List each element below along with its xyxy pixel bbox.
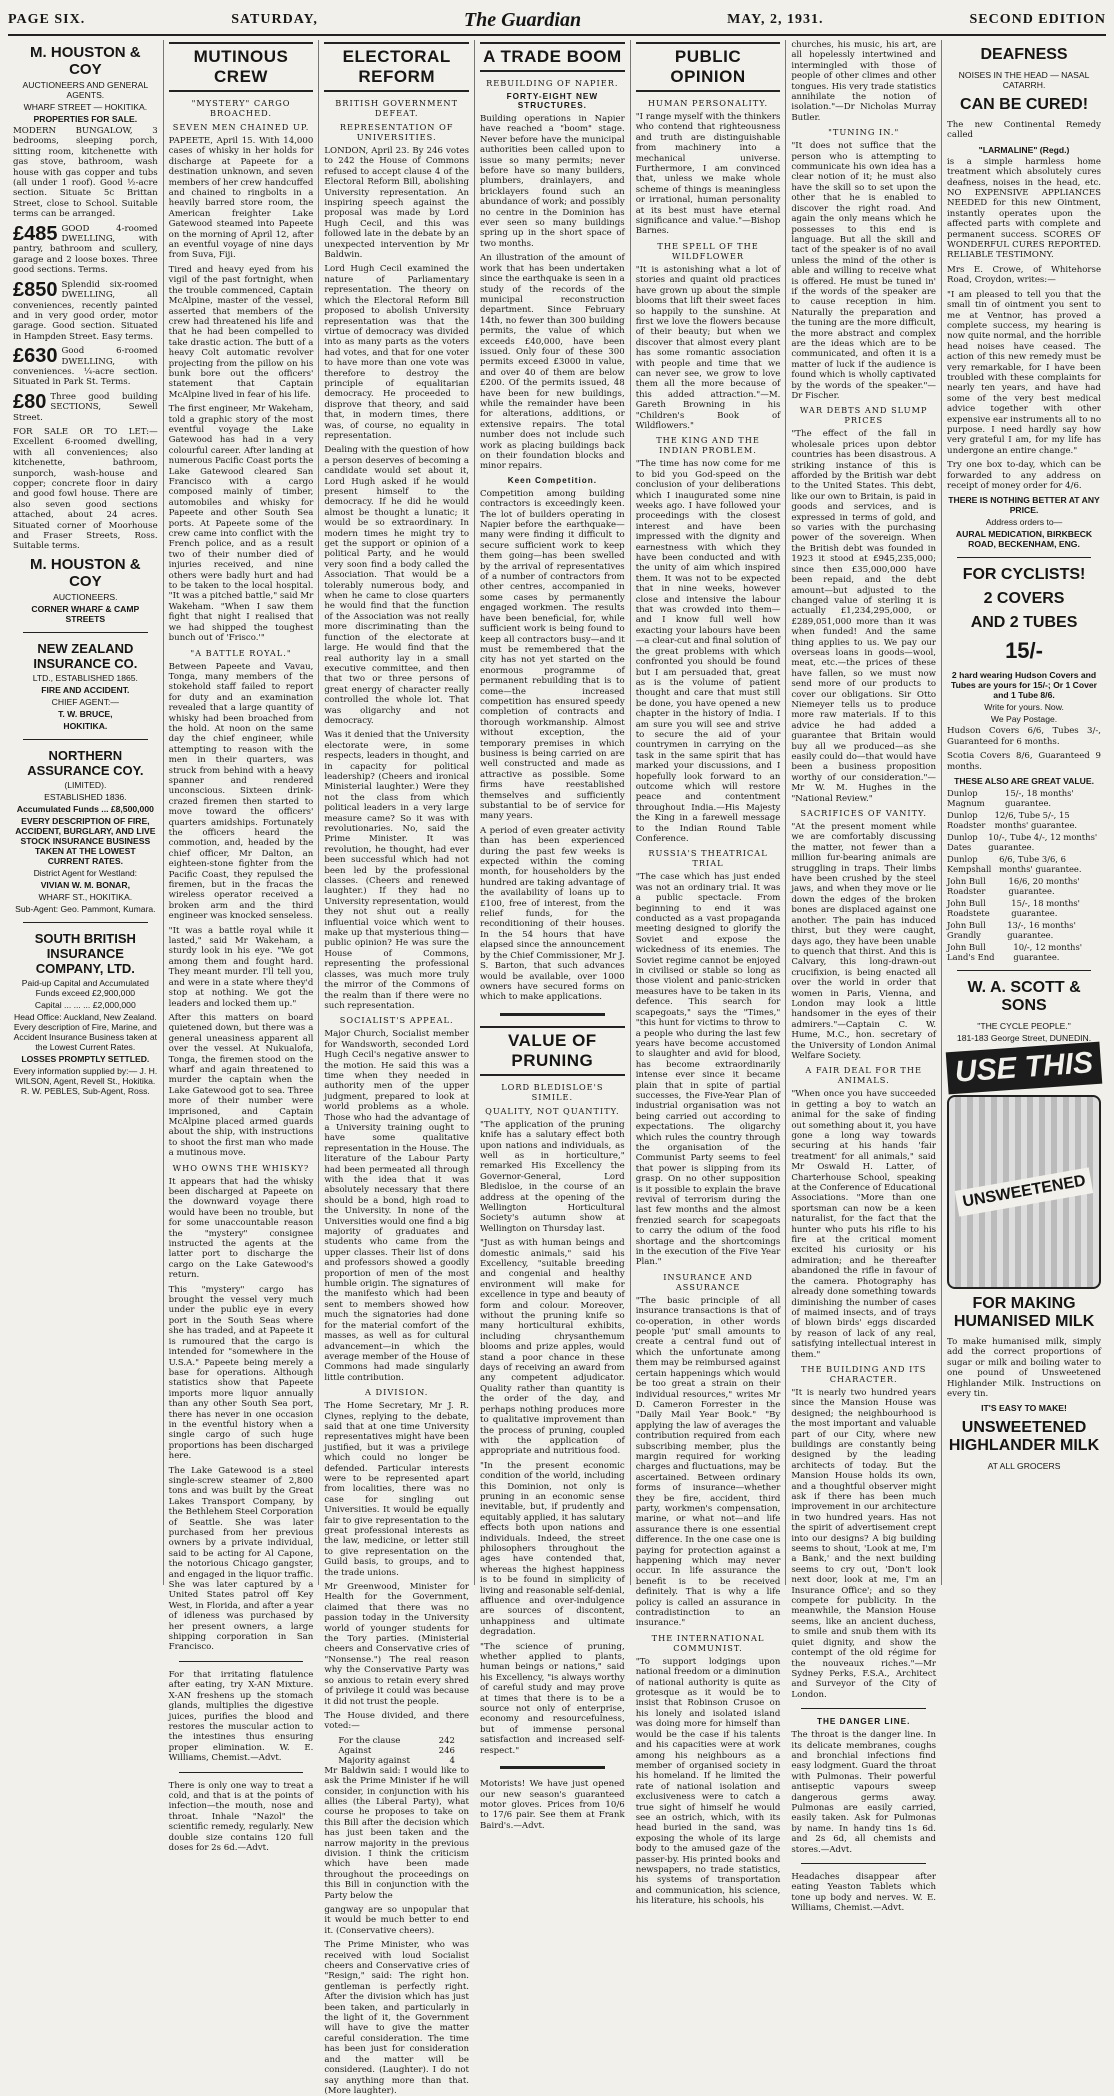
list-item [947, 898, 1101, 918]
article-subhead: SOCIALIST'S APPEAL. [339, 1015, 454, 1026]
columns [8, 40, 1106, 2096]
column-1-ads [8, 40, 164, 1585]
divider [500, 1766, 605, 1769]
milk-tin-label: UNSWEETENED [955, 1167, 1094, 1216]
property-listing [13, 224, 158, 276]
nzi-ad-title: NEW ZEALAND INSURANCE CO. [33, 640, 138, 671]
tyre-price: 6/6, Tube 3/6, 6 months' guarantee. [999, 854, 1082, 875]
article-paragraph: "When once you have succeeded in getting a boy to watch an animal for the sake of finding out something about it, you have gone a long way towards securing at his hands 'fair treatment' for all animals," said Mr Oswald H. Latter, of Charterhouse School, speaking at the Conference of Educational Associations. "More than one sportsman can now be a keen naturalist, for the fact that the hunter who puts his rifle to his fire at the critical moment excited his curiosity or his admiration; and he thereafter abandoned the rifle in favour of the camera. Photography has already done something towards diminishing the number of cases of maimed insects, and of trays of blown birds' eggs discarded by reason of lack of any real, satisfying intellectual interest in them." [791, 1089, 937, 1360]
property-price: £850 [13, 278, 58, 301]
property-listing [13, 280, 158, 342]
tyre-name: John Bull Land's End [947, 942, 995, 963]
article-paragraph: "The application of the pruning knife has a salutary effect both upon nations and individuals, as well as in horticulture," remarked His Excellency the Governor-General, Lord Bledisloe, in the course of an address at the opening of the Wellington Horticultural Society's autumn show at Wellington on Thursday last. [480, 1119, 625, 1234]
cyclists-ad-title: FOR CYCLISTS! [962, 566, 1086, 584]
property-text: GOOD 4-roomed DWELLING, with pantry, bathroom and scullery, garage and 2 loose boxes. Three good sections. Terms. [13, 223, 158, 276]
cyclists-ad-line: We Pay Postage. [990, 714, 1058, 725]
masthead [8, 6, 1106, 36]
tyre-price: 13/-, 16 months' guarantee. [1007, 920, 1076, 941]
northern-ad-line: WHARF ST., HOKITIKA. [38, 891, 133, 902]
south-british-ad-line: Paid-up Capital and Accumulated Funds exceed £2,900,000 [21, 977, 149, 998]
article-headline: A TRADE BOOM [480, 42, 625, 72]
northern-ad-line: VIVIAN W. M. BONAR, [40, 879, 130, 890]
scott-ad-line: 181-183 George Street, DUNEDIN. [956, 1033, 1092, 1044]
houston-ad-line: WHARF STREET — HOKITIKA. [23, 102, 148, 112]
advertisement-text: Motorists! We have just opened our new season's guaranteed motor gloves. Prices from 10/6 to 17/6 pair. See them at Frank Baird's.—Advt. [480, 1779, 625, 1831]
cyclists-ad-line: THESE ALSO ARE GREAT VALUE. [954, 776, 1094, 787]
nzi-ad-line: CHIEF AGENT:— [51, 696, 119, 707]
nzi-ad-line: FIRE AND ACCIDENT. [41, 684, 130, 695]
vote-value: 242 [438, 1735, 456, 1746]
article-subhead: "TUNING IN." [828, 127, 900, 138]
northern-ad-line: Accumulated Funds ... £8,500,000 [16, 803, 154, 814]
cyclists-ad-text: Hudson Covers 6/6, Tubes 3/-, Guaranteed for 6 months. [947, 726, 1102, 747]
advertisement-text: For that irritating flatulence after eating, try X-AN Mixture. X-AN freshens up the stomach glands, multiplies the digestive juices, purifies the blood and restores the muscular action to the intestines thus ensuring proper elimination. W. E. Williams, Chemist.—Advt. [168, 1669, 314, 1764]
article-paragraph: A period of even greater activity than has been experienced during the past few weeks is expected within the coming month, for householders by the hundred are taking advantage of the availability of loans up to £100, free of interest, from the relief funds, for the reconditioning of their houses. In the 54 hours that have elapsed since the announcement by the Chief Commissioner, Mr J. S. Barton, that such advances would be available, over 1000 owners have secured forms on which to make applications. [480, 825, 625, 1003]
nzi-ad-line: T. W. BRUCE, [58, 708, 113, 719]
tyre-name: John Bull Grandly [947, 920, 986, 941]
vote-row [324, 1756, 469, 1766]
column-7-ads [942, 40, 1106, 1585]
deafness-ad-line: AURAL MEDICATION, BIRKBECK ROAD, BECKENHAM, ENG. [955, 529, 1093, 550]
article-paragraph: Competition among building contractors is exceedingly keen. The lot of builders operating in Napier before the earthquake—many were finding it difficult to secure sufficient work to keep them going—has been swelled by the arrival of representatives of a number of contractors from other centres, accompanied in some cases by permanently engaged workmen. The results have been beneficial, for, while sufficient work is being found to keep all contractors busy—and it must be remembered that the city has not yet started on the enormous programme of permanent rebuilding that is to come—the increased competition has ensured speedy completion of contracts and thorough workmanship. Almost without exception, the temporary premises in which business is being carried on are well constructed and made as attractive as possible. Some firms have reestablished themselves and sufficiently substantial to be of service for many years. [480, 488, 625, 822]
northern-ad-line: Sub-Agent: Geo. Pammont, Kumara. [15, 903, 156, 914]
article-paragraph: Dealing with the question of how a person deserves of becoming a candidate would set about it, Lord Hugh asked if he would present himself to the democracy. If he did he would almost be thought a lunatic; it would be so extraordinary. In modern times he might try to get the support or opinion of a political Party, and he would very soon find a body called the Association. That would be a tolerably numerous body, and when he came to close quarters he would find that the function of the Association was not really more discriminating than the function of the electorate at large. He would find that the real authority lay in a small executive committee, and then that two or three persons of great energy of character really controlled the whole lot. That was oligarchy and not democracy. [324, 445, 470, 726]
south-british-ad-line: Every information supplied by:— J. H. WILSON, Agent, Revell St., Hokitika. R. W. PEBLES, Sub-Agent, Ross. [13, 1065, 158, 1096]
vote-label: Against [338, 1745, 372, 1756]
column-4-article [475, 40, 631, 1831]
column-5-article [631, 40, 787, 1907]
advertisement-text: Headaches disappear after eating Yeaston Tablets which tone up body and nerves. W. E. Williams, Chemist.—Advt. [791, 1872, 937, 1914]
property-text: Good 6-roomed DWELLING, with conveniences. ¼-acre section. Situated in Park St. Terms. [13, 346, 158, 388]
property-price: £630 [13, 345, 58, 368]
northern-ad-line: ESTABLISHED 1836. [44, 791, 127, 802]
divider [957, 557, 1091, 558]
article-subhead: INSURANCE AND ASSURANCE [663, 1271, 753, 1292]
list-item [947, 920, 1101, 940]
milk-ad-line: IT'S EASY TO MAKE! [981, 1403, 1067, 1414]
list-item [947, 876, 1101, 896]
article-paragraph: This "mystery" cargo has brought the vessel very much under the public eye in every port in the South Seas where she has traded, and at Papeete it is rumoured that the cargo is intended for "somewhere in the U.S.A." Papeete being merely a base for operations. Although statistics show that Papeete imports more liquor annually than any other South Sea port, there has never in one occasion in the eventful history when a single cargo of such huge proportions has been discharged here. [168, 1284, 314, 1462]
article-paragraph: An illustration of the amount of work that has been undertaken since the earthquake is seen in a study of the records of the municipal reconstruction department. Since February 14th, no fewer than 300 building permits, the value of which exceeds £40,000, have been issued. Only four of these 300 permits exceed £3000 in value, and over 40 of them are below £200. Of the permits issued, 48 have been for new buildings, while the remainder have been for alterations, additions, or extensive repairs. The total number does not include such work as placing buildings back on their foundation blocks and minor repairs. [480, 253, 625, 472]
article-subhead: "A BATTLE ROYAL." [190, 647, 292, 658]
divider [23, 632, 148, 633]
property-price: £80 [13, 390, 47, 413]
list-item [947, 810, 1101, 830]
tyre-price: 15/-, 18 months' guarantee. [1011, 898, 1080, 919]
property-listing: FOR SALE OR TO LET:—Excellent 6-roomed dwelling, with all conveniences; also kitchenette, bathroom, sunporch, wash-house and copper; concrete floor in dairy and good fowl house. There are also seven good sections attached, about 24 acres. Situated corner of Moorhouse and Fraser Streets, Ross. Suitable terms. [13, 426, 158, 552]
article-headline: MUTINOUS CREW [169, 42, 314, 92]
article-paragraph: "It does not suffice that the person who is attempting to communicate his own idea has a clear notion of it; he must also have the skill so to set upon the other that he is enabled to discover the right road. And again the only means which he possesses to this end is language. But all the skill and tact of the speaker is of no avail unless the mind of the other is able and willing to receive what is offered. He must be tuned in' if the words of the speaker are to cause reception in him. Naturally the preparation and the tuning are the more difficult, the more abstract and complex are the ideas which are to be communicated, and often it is a matter of luck if the audience is found which is wholly captivated by the words of the speaker."—Dr Fischer. [791, 141, 937, 401]
nzi-ad-line: HOKITIKA. [63, 720, 108, 731]
deafness-ad-line: NOISES IN THE HEAD — NASAL CATARRH. [958, 70, 1090, 90]
advertisement-text: The throat is the danger line. In its delicate membranes, coughs and bronchial infections find easy lodgment. Guard the throat with Pulmonas. Their powerful antiseptic vapours sweep dangerous germs away. Pulmonas are easily carried, easily taken. Ask for Pulmonas by name. In handy tins 1s 6d. and 2s 6d, all chemists and stores.—Advt. [791, 1730, 937, 1855]
divider [23, 739, 148, 740]
list-item [947, 942, 1101, 962]
deafness-ad-text: is a simple harmless home treatment which absolutely cures deafness, noises in the head, etc. NO EXPENSIVE APPLIANCES NEEDED for this new Ointment, instantly operates upon the affected parts with complete and permanent success. SCORES OF WONDERFUL CURES REPORTED. RELIABLE TESTIMONY. [947, 156, 1102, 261]
column-6-article [786, 40, 942, 1914]
article-subhead: BRITISH GOVERNMENT DEFEAT. [335, 98, 459, 118]
vote-label: For the clause [338, 1735, 401, 1746]
houston-ad-title: M. HOUSTON & COY [30, 44, 141, 78]
deafness-ad-text: Try one box to-day, which can be forwarded to any address on receipt of money order for 4/6. [947, 460, 1102, 491]
deafness-ad-text: "I am pleased to tell you that the small tin of ointment you sent to me at Ventnor, has proved a complete success, my hearing is now quite normal, and the horrible head noises have ceased. The action of this new remedy must be very remarkable, for I have been troubled with these complaints for nearly ten years, and have had some of the very best medical advice together with other expensive ear instruments all to no purpose. I need hardly say how very grateful I am, for my life has undergone an entire change." [947, 289, 1102, 456]
article-paragraph: "The basic principle of all insurance transactions is that of co-operation, in other words people 'put' small amounts to create a central fund out of which the unfortunate among them may be reimbursed against certain happenings which would be too great a strain on their individual resources," writes Mr D. Cameron Forrester in the "Daily Mail Year Book." "By applying the law of averages the contribution required from each subscribing member, plus the margin required for working charges and fluctuations, may be ascertained. Between ordinary forms of insurance—whether they be fire, accident, third party, workmen's compensation, marine, or what not—and life assurance there is one essential difference. In the one case one is paying for protection against a happening which may never occur. In life assurance the benefit is to be received definitely. That is why a life policy is called an assurance in contradistinction to an insurance." [635, 1295, 781, 1629]
northern-ad-line: EVERY DESCRIPTION OF FIRE, ACCIDENT, BURGLARY, AND LIVE STOCK INSURANCE BUSINESS TAKEN AT THE LOWEST CURRENT RATES. [15, 815, 156, 866]
article-subhead: WHO OWNS THE WHISKY? [172, 1162, 310, 1173]
article-subhead: THE BUILDING AND ITS CHARACTER. [800, 1363, 927, 1384]
tyre-name: Dunlop Magnum [947, 788, 985, 809]
divider [23, 922, 148, 923]
milk-ad-banner: USE THIS [946, 1042, 1103, 1095]
milk-ad-text: To make humanised milk, simply add the correct proportions of sugar or milk and boiling water to one pound of Unsweetened Highlander Milk. Instructions on every tin. [947, 1337, 1102, 1400]
article-subhead: THE INTERNATIONAL COMMUNIST. [651, 1632, 765, 1653]
tyre-price: 10/-, 12 months' guarantee. [1013, 942, 1083, 963]
tyre-list [947, 788, 1101, 962]
article-subhead: SACRIFICES OF VANITY. [800, 808, 928, 819]
article-headline: VALUE OF PRUNING [480, 1026, 625, 1076]
milk-ad-brand: UNSWEETENED HIGHLANDER MILK [948, 1419, 1100, 1455]
vote-label: Majority against [338, 1755, 410, 1766]
list-item [947, 788, 1101, 808]
article-subhead: REBUILDING OF NAPIER. [486, 78, 619, 88]
article-paragraph: "At the present moment while we are comfortably discussing the matter, not fewer than a million fur-bearing animals are struggling in traps. Their limbs have been crushed by the steel jaws, and when they move or lie down the edges of the broken bones are displaced against one another. The pain has induced thirst, but they were caught, days ago, they have been unable to quench that thirst. And this is Calvary, this long-drawn-out crucifixion, is being enacted all over the world in order that women in Paris, Vienna, and London may look a little handsomer in the eyes of their admirers."—Captain C. W. Hume, M.C., hon. secretary of the University of London Animal Welfare Society. [791, 822, 937, 1061]
houston-ad-line: AUCTIONEERS. [53, 591, 118, 602]
tyre-name: John Bull Roadster [947, 876, 986, 897]
article-paragraph: "It is astonishing what a lot of stories and quaint old practices have grown up about the simple blooms that lift their sweet faces so happily to the sunshine. At first we love the flowers because of their beauty; but when we discover that almost every plant has some romantic association with people and time that we can never see, we grow to love them all the more because of this added attraction."—M. Gareth Browning in his "Children's Book of Wildflowers." [635, 264, 781, 431]
tyre-price: 10/-, Tube 4/-, 12 months' guarantee. [988, 832, 1098, 853]
cyclists-ad-price: 15/- [1005, 638, 1043, 664]
article-subhead: THE KING AND THE INDIAN PROBLEM. [656, 435, 760, 456]
deafness-ad-title: CAN BE CURED! [960, 96, 1089, 113]
tyre-name: Dunlop Dates [947, 832, 978, 853]
article-subhead: LORD BLEDISLOE'S SIMILE. [501, 1081, 604, 1102]
article-paragraph: The House divided, and there voted:— [324, 1710, 470, 1732]
divider [179, 1661, 304, 1662]
article-paragraph: Mr Greenwood, Minister for Health for the Government, claimed that there was no passion today in the University world of younger students for the Tory parties. (Ministerial cheers and Conservative cries of "Nonsense.") The real reason why the Conservative Party was so anxious to retain every shred of privilege it could was because it did not trust the people. [324, 1582, 470, 1707]
article-paragraph: After this matters on board quietened down, but there was a general uneasiness apparent all over the vessel. At Nukualofa, Tonga, the firemen stood on the wharf and again threatened to murder the captain when the Lake Gatewood got to sea. Three more of their number were imprisoned, and Captain McAlpine placed armed guards about the ship, with instructions to shoot the first man who made a mutinous move. [168, 1012, 314, 1159]
article-subhead: A DIVISION. [365, 1387, 429, 1398]
property-text: Splendid six-roomed DWELLING, all conveniences, recently painted and in very good order, motor garage. Good section. Situated in Hampden Street. Easy terms. [13, 279, 158, 342]
south-british-ad-line: LOSSES PROMPTLY SETTLED. [21, 1053, 150, 1064]
divider [500, 1013, 605, 1016]
cyclists-ad-line: AND 2 TUBES [970, 614, 1078, 632]
milk-ad-title: FOR MAKING HUMANISED MILK [953, 1295, 1095, 1331]
deafness-ad-line: Address orders to— [985, 517, 1063, 528]
article-subhead: REPRESENTATION OF UNIVERSITIES. [339, 122, 454, 142]
article-paragraph: LONDON, April 23. By 246 votes to 242 the House of Commons refused to accept clause 4 of the Electoral Reform Bill, abolishing University representation. An inspiring speech against the proposal was made by Lord Hugh Cecil, and this was followed late in the debate by an unexpected intervention by Mr Baldwin. [324, 146, 470, 261]
article-paragraph: "It was a battle royal while it lasted," said Mr Wakeham, a sturdy look in his eye. "We got among them and fought hard. They meant murder. I'll tell you, and were in a state where they'd stop at nothing. We got the leaders and locked them up." [168, 925, 314, 1009]
article-subhead: THE DANGER LINE. [817, 1717, 911, 1727]
houston-ad-title: M. HOUSTON & COY [30, 555, 141, 590]
property-listing: MODERN BUNGALOW, 3 bedrooms, sleeping porch, sitting room, kitchenette with gas stove, bathroom, wash house with gas copper and tubs (all under 1 roof). Good ½-acre section. Situate 5c Brittan Street, close to School. Suitable terms can be arranged. [13, 126, 158, 220]
scott-ad-line: "THE CYCLE PEOPLE." [977, 1021, 1071, 1032]
list-item [947, 854, 1101, 874]
tyre-price: 16/6, 20 months' guarantee. [1008, 876, 1080, 897]
northern-ad-title: NORTHERN ASSURANCE COY. [27, 747, 144, 778]
houston-ad-line: CORNER WHARF & CAMP STREETS [31, 603, 140, 624]
list-item [947, 832, 1101, 852]
article-paragraph: "The effect of the fall in wholesale prices upon debtor countries has been disastrous. A striking instance of this is afforded by the British war debt to the United States. This debt, like our own to Britain, is paid in goods and services, and is expressed in terms of gold, and so varies with the purchasing power of the sovereign. When the British debt was founded in 1923 it stood at £945,235,000; since then £35,000,000 have been repaid, and the debt amount—but adjusted to the changed value of sterling it is actually £1,234,295,000, or £289,051,000 more than it was when funded! And the same thing applies to us. We pay our overseas loans in goods—wool, meat, etc.—the prices of these have fallen, so we must now send more of our products to cover our obligations. Sir Otto Niemeyer tells us to produce more raw materials. If to this advice he had added a guarantee that Britain would buy all we produced—as she easily could do—that would have been a business proposition worthy of our consideration."—Mr W. M. Hughes in the "National Review." [791, 429, 937, 804]
article-headline: PUBLIC OPINION [636, 42, 781, 92]
cyclists-ad-line: Write for yours. Now. [984, 702, 1064, 713]
article-subhead: WAR DEBTS AND SLUMP PRICES [799, 405, 928, 426]
article-paragraph: The Lake Gatewood is a steel single-screw steamer of 2,800 tons and was built by the Great Lakes Transport Company, by the Bethlehem Steel Corporation of Seattle. She was later purchased from her previous owners by a private individual, said to be acting for Al Capone, the notorious Chicago gangster, and engaged in the liquor traffic. She was later captured by a United States patrol off Key West, in Florida, and after a year of idleness was purchased by her present owners, a large shipping corporation in San Francisco. [168, 1465, 314, 1653]
cyclists-ad-line: 2 COVERS [983, 590, 1065, 608]
milk-ad-line: AT ALL GROCERS [987, 1461, 1061, 1472]
tyre-name: Dunlop Roadster [947, 810, 986, 831]
article-subhead: A FAIR DEAL FOR THE ANIMALS. [805, 1065, 923, 1086]
scott-ad-title: W. A. SCOTT & SONS [967, 979, 1081, 1015]
article-paragraph: "I range myself with the thinkers who contend that righteousness and truth are distinguishable from machinery into a mechanical universe. Furthermore, I am convinced that, unless we make whole scheme of things is meaningless or irrational, human personality at its best must have eternal significance and value."—Bishop Barnes. [635, 112, 781, 237]
vote-row [324, 1736, 469, 1746]
south-british-ad-title: SOUTH BRITISH INSURANCE COMPANY, LTD. [34, 930, 136, 976]
property-listing [13, 392, 158, 423]
divider [801, 1863, 926, 1864]
property-price: £485 [13, 222, 58, 245]
divider [801, 1708, 926, 1709]
article-paragraph: "The case which has just ended was not an ordinary trial. It was a public spectacle. From beginning to end it was conducted as a vast propaganda meeting designed to glorify the Soviet and expose the wickedness of its enemies. The Soviet regime cannot be enjoyed in civilised or stable so long as those violent and panic-stricken measures have to be taken in its defence. This search for scapegoats," says the "Times," "this hunt for victims to throw to a people who during the last few years have become accustomed to slaughter and avid for blood, has become extraordinarily intense ever since it became plain that in spite of partial successes, the Five-Year Plan of industrial organisation was not being carried out according to expectations. The oligarchy which rules the country through the organisation of the Communist Party seems to feel that power is slipping from its grasp. On no other supposition is it possible to explain the brave revival of terrorism during the last few months and the almost frenzied search for scapegoats to carry the odium of the food shortage and the shortcomings in the execution of the Five Year Plan." [635, 872, 781, 1268]
south-british-ad-line: Capital ... ... ... £2,000,000 [34, 999, 136, 1010]
paper-title: The Guardian [463, 8, 582, 31]
article-paragraph: PAPEETE, April 15. With 14,000 cases of whisky in her holds for discharge at Papeete for a destination unknown, and seven members of her crew handcuffed and chained to ringbolts in a heavily barred store room, the American freighter Lake Gatewood steamed into Papeete on the morning of April 12, after an eventful voyage of nine days from Suva, Fiji. [168, 136, 314, 261]
vote-value: 246 [438, 1745, 456, 1756]
article-subhead: QUALITY, NOT QUANTITY. [485, 1105, 620, 1116]
deafness-ad-line: "LARMALINE" (Regd.) [978, 144, 1070, 155]
article-headline: ELECTORAL REFORM [324, 42, 469, 92]
south-british-ad-line: Head Office: Auckland, New Zealand. Every description of Fire, Marine, and Accident Insurance Business taken at the Lowest Current Rates. [13, 1011, 157, 1052]
article-subhead: "MYSTERY" CARGO BROACHED. [191, 98, 291, 118]
houston-ad-line: AUCTIONEERS AND GENERAL AGENTS. [22, 80, 149, 100]
tyre-price: 12/6, Tube 5/-, 15 months' guarantee. [994, 810, 1078, 831]
northern-ad-line: District Agent for Westland: [33, 867, 138, 878]
tyre-price: 15/-, 18 months' guarantee. [1005, 788, 1074, 809]
article-paragraph: The Home Secretary, Mr J. R. Clynes, replying to the debate, said that at one time University representatives might have been justified, but it was a privilege which could no longer be defended. Particular interests were to be represented apart from localities, there was no case for singling out Universities. It would be equally fair to give representation to the great professional interests as the law, medicine, or letter still to give representation on the Guild basis, to groups, and to the trade unions. [324, 1401, 470, 1578]
article-paragraph: The first engineer, Mr Wakeham, told a graphic story of the most eventful voyage the Lake Gatewood has had in a very colourful career. After landing at numerous Pacific Coast ports the Lake Gatewood cleared San Francisco with a cargo composed mainly of timber, automobiles and whisky for Papeete and other South Sea ports. At Papeete some of the crew came into conflict with the French police, and as a result two of their number died of injuries received, and nine others were badly hurt and had to be taken to the local hospital. "It was a pitched battle," said Mr Wakeham. "When I saw them fight that night I realised that we had shipped the toughest bunch out of 'Frisco.'" [168, 404, 314, 644]
vote-value: 4 [449, 1755, 456, 1766]
tyre-name: John Bull Roadstete [947, 898, 990, 919]
article-subhead: SEVEN MEN CHAINED UP. [172, 122, 310, 132]
article-paragraph: Tired and heavy eyed from his vigil of the past fortnight, when the trouble commenced, Captain McAlpine, master of the vessel, asserted that members of the crew had threatened his life and that he had been compelled to take drastic action. The butt of a heavy Colt automatic revolver projecting from the pillow on his bunk bore out the officers' statement that Captain McAlpine lived in fear of his life. [168, 264, 314, 400]
article-subhead: THE SPELL OF THE WILDFLOWER [657, 240, 759, 261]
article-paragraph: "Just as with human beings and domestic animals," said his Excellency, "suitable breeding and congenial and healthy environment will make for excellence in type and beauty of form and colour. Moreover, without the pruning knife so many horticultural exhibits, including chrysanthemum blooms and prize apples, would stand a poor chance in these days of receiving an award from any competent adjudicator. Quality rather than quantity is the order of the day, and perhaps nothing produces more to qualitative improvement than the process of pruning, coupled with the application of appropriate and nutritious food. [480, 1238, 625, 1457]
property-text: Three good building SECTIONS, Sewell Street. [13, 391, 158, 423]
column-2-article [164, 40, 320, 1853]
masthead-date: MAY, 2, 1931. [727, 12, 824, 27]
article-subhead: Keen Competition. [507, 475, 598, 485]
article-subhead: RUSSIA'S THEATRICAL TRIAL [648, 848, 768, 869]
article-paragraph: Major Church, Socialist member for Wandsworth, seconded Lord Hugh Cecil's negative answer to the motion. He said this was a time when they needed in authority men of the upper judgment, prepared to look at world problems as a whole. Those who had the advantage of a University training ought to have some qualitative representation in the House. The literature of the Labour Party had been permeated all through with the idea that it was absolutely necessary that there should be a bond, high road to the University. In none of the Universities would one find a big majority of graduates and students who came from the upper classes. Their list of dons and professors showed a goodly proportion of men of the most humble origin. The signatures of the manifesto which had been sent to members showed how much the signatories had done for the material comfort of the masses, as well as for cultural advancement—in which the average member of the House of Commons had made singularly little contribution. [324, 1029, 470, 1383]
tyre-name: Dunlop Kempshall [947, 854, 992, 875]
milk-tin-illustration [947, 1095, 1101, 1289]
property-listing [13, 346, 158, 388]
article-paragraph: gangway are so unpopular that it would be much better to end it. (Conservative cheers). [324, 1905, 470, 1936]
deafness-ad-text: The new Continental Remedy called [947, 120, 1102, 141]
houston-ad-line: PROPERTIES FOR SALE. [33, 114, 138, 124]
article-paragraph: Mr Baldwin said: I would like to ask the Prime Minister if he will consider, in conjunction with his allies (the Liberal Party), what course he proposes to take on this Bill after the decision which has just been taken and the narrow majority in the previous division. I think the criticism which have been made throughout the proceedings on this Bill in conjunction with the Party below the [324, 1765, 470, 1901]
article-paragraph: The Prime Minister, who was received with loud Socialist cheers and Conservative cries of "Resign," said: The right hon. gentleman is perfectly right. After the division which has just been taken, and particularly in the light of it, the Government will have to give the matter careful consideration. The time has been just for consideration and the matter will be considered. (Laughter). I do not say anything more than that. (More laughter). [324, 1940, 470, 2096]
article-paragraph: Lord Hugh Cecil examined the nature of Parliamentary representation. The theory on which the Electoral Reform Bill proposed to abolish University representation was that the virtue of democracy was divided into as many parts as the voters had votes, and that for one voter to have more than one vote was therefore to destroy the principle of equalitarian democracy. He proceeded to disprove that theory, and said that, in modern times, there was, of course, no equality in representation. [324, 264, 470, 441]
masthead-day: SATURDAY, [231, 12, 318, 27]
article-paragraph: It appears that had the whisky been discharged at Papeete on the downward voyage there would have been no trouble, but for some unaccountable reason the "mystery" consignee instructed the agents at the latter port to discharge the cargo on the Lake Gatewood's return. [168, 1176, 314, 1281]
article-paragraph: "It is nearly two hundred years since the Mansion House was designed; the neighbourhood is the most important and valuable part of our City, where new buildings are constantly being designed by the leading architects of today. But the Mansion House holds its own, and a thoughtful observer might ask if there has been much improvement in our architecture in two hundred years. Has not the spirit of advertisement crept into our designs? A big building seems to shout, 'Look at me, I'm a Bank,' and the next building seems to cry out, 'Don't look next door, look at me, I'm an Insurance Office'; and so they compete for publicity. In the meanwhile, the Mansion House seems, like an ancient duchess, to smile and snub them with its quiet dignity, and show the contempt of the old régime for the nouveaux riches."—Mr Sydney Perks, F.S.A., Architect and Surveyor of the City of London. [791, 1387, 937, 1700]
divider [179, 1772, 304, 1773]
divider [957, 970, 1091, 971]
edition-label: SECOND EDITION [969, 12, 1106, 27]
article-paragraph: Was it denied that the University electorate were, in some respects, leaders in thought, and in capacity for political leadership? (Cheers and ironical Ministerial laughter.) Were they not the class from which political leaders in a very large measure came? So it was with revolutionaries. No, said the Prime Minister. It was revolution, he thought, had ever been successful which had not been led by the professional classes. (Cheers and renewed laughter.) If they had no University representation, would they not shut out a really influential voice which went to make up that mysterious thing—public opinion? He was sure the House of Commons, representing the professional classes, was much more truly the mirror of the Commons of the realm than if there were no such representation. [324, 730, 470, 1011]
article-paragraph: "The science of pruning, whether applied to plants, human beings or nations," said his Excellency, "is always worthy of careful study and may prove at times that there is to be a source not only of enterprise, economy and resourcefulness, but of immense personal satisfaction and increased self-respect." [480, 1641, 625, 1756]
article-paragraph: "To support lodgings upon national freedom or a diminution of national authority is quite as grotesque as it would be to insist that Robinson Crusoe on his lonely and isolated island was doing more for himself than would be the case if his talents and his capacities were at work among his neighbours as a member of organised society in his homeland. If he limited the rate of national isolation and exclusiveness were to catch a true sight of himself he would see an ostrich, which, with its head buried in the sand, was exposing the whole of its large body to the amused gaze of the passer-by. His printed books and newspapers, no trade statistics, his systems of transportation and communication, his science, his literature, his schools, his [635, 1656, 781, 1907]
article-subhead: FORTY-EIGHT NEW STRUCTURES. [506, 92, 599, 110]
article-paragraph: "In the present economic condition of the world, including this Dominion, not only is pruning in an economic sense inevitable, but, if prudently and equitably applied, it has salutary effects both upon nations and individuals. Indeed, the street philosophers throughout the ages have contended that, whereas the highest happiness is to be found in simplicity of living and reasonable self-denial, affluence and over-indulgence are sources of discontent, unhappiness and ultimate degradation. [480, 1460, 625, 1638]
article-paragraph: Building operations in Napier have reached a "boom" stage. Never before have the municipal authorities been called upon to issue so many permits; never before have so many builders, plumbers, drainlayers, and bricklayers found such an abundance of work; and possibly no centre in the Dominion has ever seen so many buildings spring up in the short space of two months. [480, 114, 625, 249]
article-subhead: HUMAN PERSONALITY. [647, 98, 769, 108]
nzi-ad-line: LTD., ESTABLISHED 1865. [32, 672, 138, 683]
article-paragraph: "The time has now come for me to bid you God-speed on the conclusion of your deliberations which I inaugurated some nine weeks ago. I have followed your proceedings with the closest interest and have been impressed with the dignity and earnestness with which they have been conducted and with the unity of aim which inspired them. It was not to be expected that in nine weeks, however close and intensive the labour that was crowded into them—and I know full well how exacting your labours have been—a clear-cut and final solution of the great problems with which confronted you should be found but I am persuaded that, great as is the volume of patient thought and care that must still be done, you have opened a new chapter in the history of India. I am sure you will see and strive to secure the aid of your countrymen in carrying on the task in the same spirit that has marked your discussions, and I hopefully look forward to an outcome which will restore peace and contentment throughout India.—His Majesty the King in a farewell message to the Indian Round Table Conference. [635, 459, 781, 844]
article-paragraph: churches, his music, his art, are all hopelessly intertwined and intermingled with those of people of other climes and other tongues. His very trade statistics annihilate the notion of isolation."—Dr Nicholas Murray Butler. [791, 40, 937, 123]
vote-row [324, 1746, 469, 1756]
advertisement-text: There is only one way to treat a cold, and that is at the points of infection—the mouth, nose and throat. Inhale "Nazol" the scientific remedy, regularly. New double size contains 120 full doses for 2s 6d.—Advt. [168, 1780, 314, 1853]
cyclists-ad-line: 2 hard wearing Hudson Covers and Tubes are yours for 15/-; Or 1 Cover and 1 Tube 8/6. [951, 670, 1098, 701]
deafness-ad-line: THERE IS NOTHING BETTER AT ANY PRICE. [948, 495, 1100, 516]
page-number: PAGE SIX. [8, 12, 86, 27]
northern-ad-line: (LIMITED). [64, 779, 107, 790]
article-paragraph: Between Papeete and Vavau, Tonga, many members of the stokehold staff failed to report for duty and an examination revealed that a large quantity of whisky had been broached from the hold. At noon on the same day the chief engineer, while attempting to reason with the men in their quarters, was struck from behind with a heavy spanner and rendered unconscious. Sixteen drink-crazed firemen then started to move toward the officers' quarters amidships. Fortunately the officers heard the commotion, and, headed by the chief officer, Mr Dalton, an eighteen-stone fighter from the Pacific Coast, they repulsed the firemen, but in the fracas the wireless operator received a broken arm and the third engineer was knocked senseless. [168, 661, 314, 922]
cyclists-ad-text: Scotia Covers 8/6, Guaranteed 9 months. [947, 751, 1102, 772]
column-3-article [319, 40, 475, 2096]
deafness-ad-title: DEAFNESS [980, 46, 1068, 63]
deafness-ad-text: Mrs E. Crowe, of Whitehorse Road, Croydon, writes:— [947, 264, 1102, 286]
